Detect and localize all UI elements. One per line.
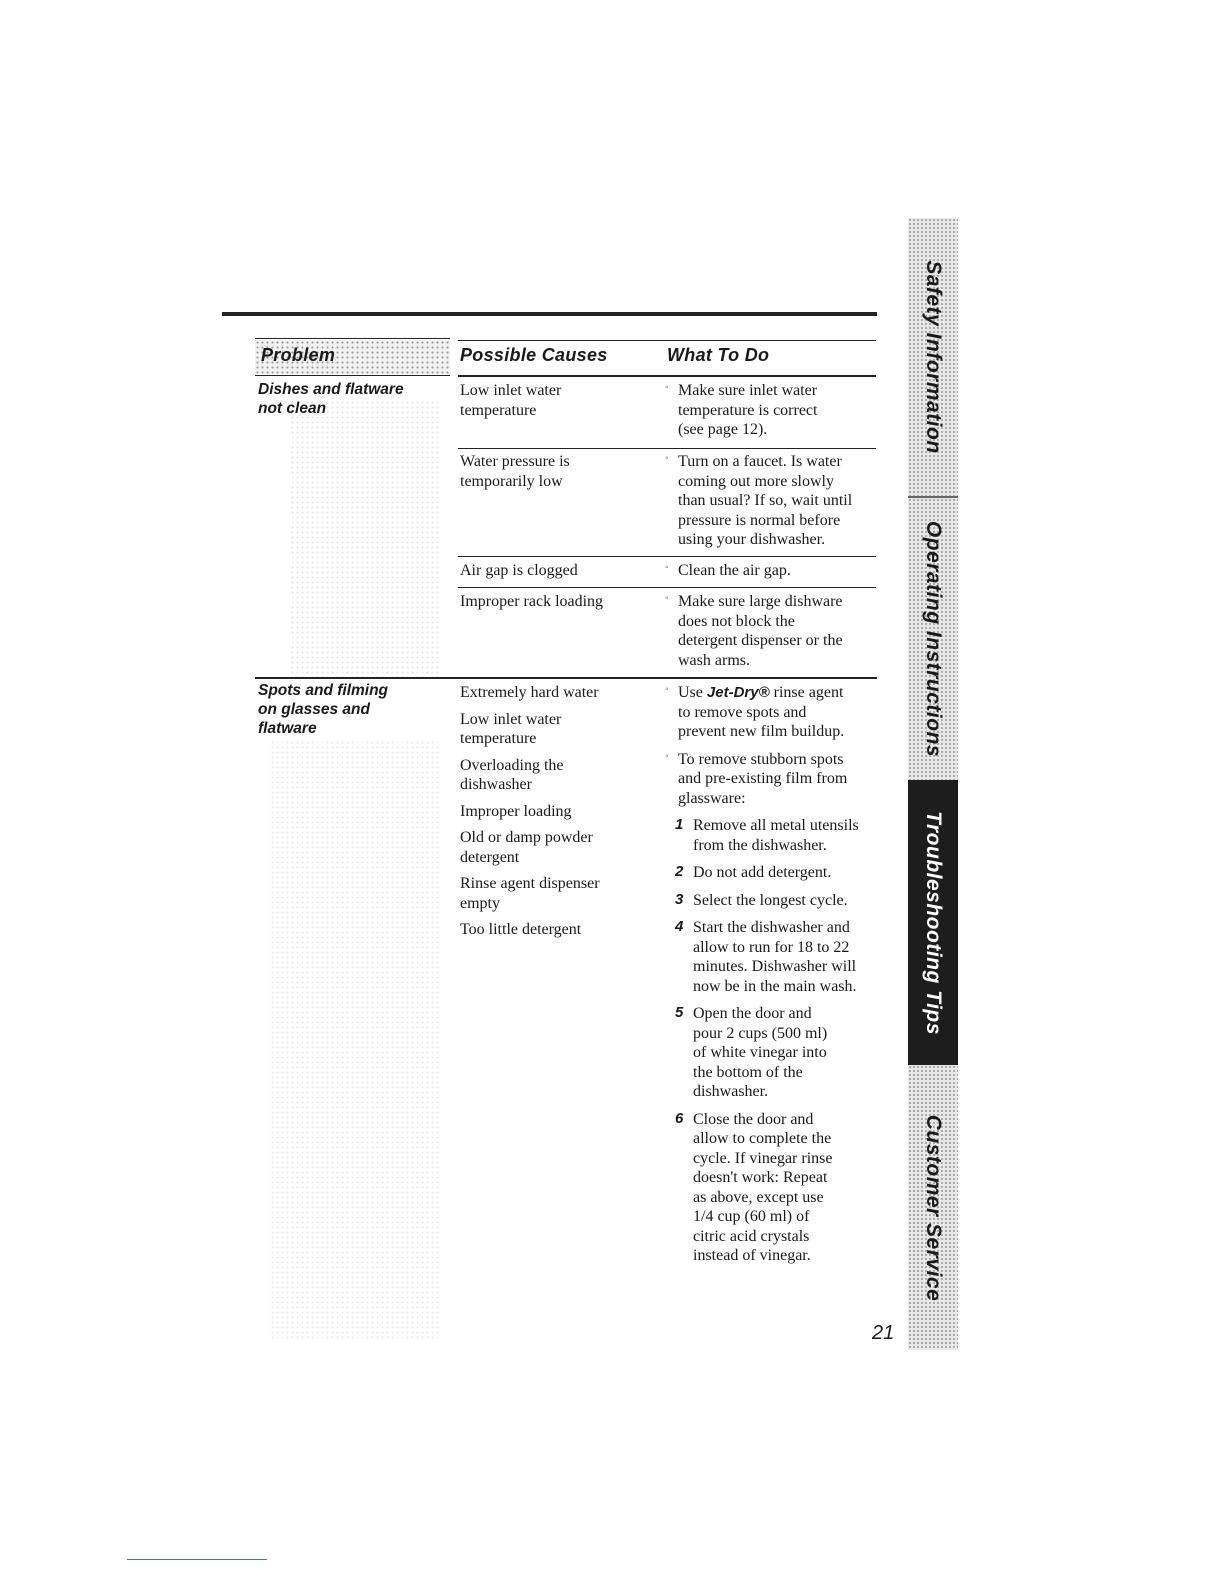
causes-header: Possible Causes — [460, 345, 608, 365]
step-text: Do not add detergent. — [693, 864, 832, 881]
top-rule — [222, 312, 877, 316]
todo-text: Make sure inlet water temperature is correct (see page 12). — [678, 382, 818, 438]
jet-dry-brand: Jet-Dry® — [706, 684, 770, 701]
problem-dishes-not-clean: Dishes and flatware not clean — [258, 381, 404, 417]
todo-item-2 — [665, 452, 853, 550]
cause-hard-water: Extremely hard water — [460, 684, 599, 701]
todo-item-4 — [665, 592, 843, 670]
problem-header: Problem — [261, 345, 336, 365]
header-bottom-rule-problem — [255, 375, 450, 376]
step-number: 6 — [675, 1109, 684, 1127]
bullet-icon: ◦ — [665, 684, 669, 695]
problem-spots-filming: Spots and filming on glasses and flatware — [258, 682, 389, 737]
step-number: 5 — [675, 1004, 684, 1021]
row-rule — [458, 587, 876, 588]
bullet-icon: ◦ — [665, 593, 669, 604]
tab-label: Customer Service — [922, 1114, 945, 1301]
cause-rinse-empty: Rinse agent dispenser empty — [460, 875, 600, 912]
tab-label: Operating Instructions — [922, 520, 945, 758]
problem-column-texture-2 — [270, 740, 440, 1340]
cause-water-pressure: Water pressure is temporarily low — [460, 453, 570, 490]
todo-text: Turn on a faucet. Is water coming out more slowly than usual? If so, wait until pressure is normal before using your dishwasher. — [678, 453, 853, 548]
tab-label: Troubleshooting Tips — [922, 810, 945, 1035]
bottom-rule — [127, 1559, 267, 1560]
tab-customer-service[interactable] — [908, 1065, 958, 1350]
todo-jetdry-prefix: Use — [678, 684, 707, 701]
step-text: Close the door and allow to complete the cycle. If vinegar rinse doesn't work: Repeat as above, except use 1/4 cup (60 ml) of citric acid crystals instead of vinegar. — [693, 1110, 833, 1264]
step-item — [675, 918, 878, 996]
step-item — [675, 863, 878, 883]
step-item — [675, 816, 878, 855]
row-rule — [458, 556, 876, 557]
step-item — [675, 1004, 878, 1102]
todo-text: Clean the air gap. — [678, 562, 791, 579]
cause-air-gap: Air gap is clogged — [460, 562, 578, 579]
step-text: Remove all metal utensils from the dishwasher. — [693, 817, 859, 854]
cause-overloading: Overloading the dishwasher — [460, 756, 564, 793]
header-rule-problem — [255, 338, 450, 339]
step-text: Start the dishwasher and allow to run for 18 to 22 minutes. Dishwasher will now be in the main wash. — [693, 919, 857, 995]
todo-item-1 — [665, 381, 818, 440]
spots-todo-column — [665, 683, 878, 1266]
header-bottom-rule — [458, 375, 876, 377]
page-number: 21 — [872, 1322, 895, 1344]
cause-old-detergent: Old or damp powder detergent — [460, 829, 593, 866]
todo-header: What To Do — [667, 345, 770, 365]
todo-stubborn — [665, 750, 878, 809]
problem-column-texture-1 — [290, 400, 440, 680]
step-number: 3 — [675, 890, 684, 908]
step-item — [675, 1109, 878, 1266]
todo-item-3 — [665, 561, 791, 581]
tab-operating-instructions[interactable] — [908, 498, 958, 780]
cause-improper-loading: Improper loading — [460, 802, 572, 820]
tab-safety-information[interactable] — [908, 218, 958, 496]
bullet-icon: ◦ — [665, 750, 669, 762]
todo-text: Make sure large dishware does not block the detergent dispenser or the wash arms. — [678, 593, 843, 669]
cause-low-inlet-temp-2: Low inlet water temperature — [460, 710, 562, 747]
tab-troubleshooting-tips[interactable] — [908, 780, 958, 1065]
step-item — [675, 890, 878, 911]
step-number: 1 — [675, 816, 684, 833]
step-number: 2 — [675, 863, 684, 880]
todo-jetdry — [665, 683, 878, 742]
cause-rack-loading: Improper rack loading — [460, 593, 604, 610]
bullet-icon: ◦ — [665, 382, 669, 393]
bullet-icon: ◦ — [665, 453, 669, 464]
spots-causes-list — [460, 683, 660, 940]
todo-stubborn-text: To remove stubborn spots and pre-existing film from glassware: — [678, 750, 848, 807]
todo-jetdry-text — [678, 683, 878, 742]
step-text: Open the door and pour 2 cups (500 ml) of white vinegar into the bottom of the dishwasher. — [693, 1005, 828, 1100]
bullet-icon: ◦ — [665, 562, 669, 573]
section-rule — [255, 677, 877, 679]
step-text: Select the longest cycle. — [693, 891, 848, 909]
header-rule-right — [458, 340, 876, 341]
cause-low-inlet-temp: Low inlet water temperature — [460, 382, 562, 419]
todo-jetdry-suffix: rinse agent to remove spots and prevent new film buildup. — [678, 684, 845, 740]
step-number: 4 — [675, 918, 684, 935]
cause-too-little-detergent: Too little detergent — [460, 921, 582, 938]
tab-label: Safety Information — [922, 260, 945, 454]
row-rule — [458, 448, 876, 449]
